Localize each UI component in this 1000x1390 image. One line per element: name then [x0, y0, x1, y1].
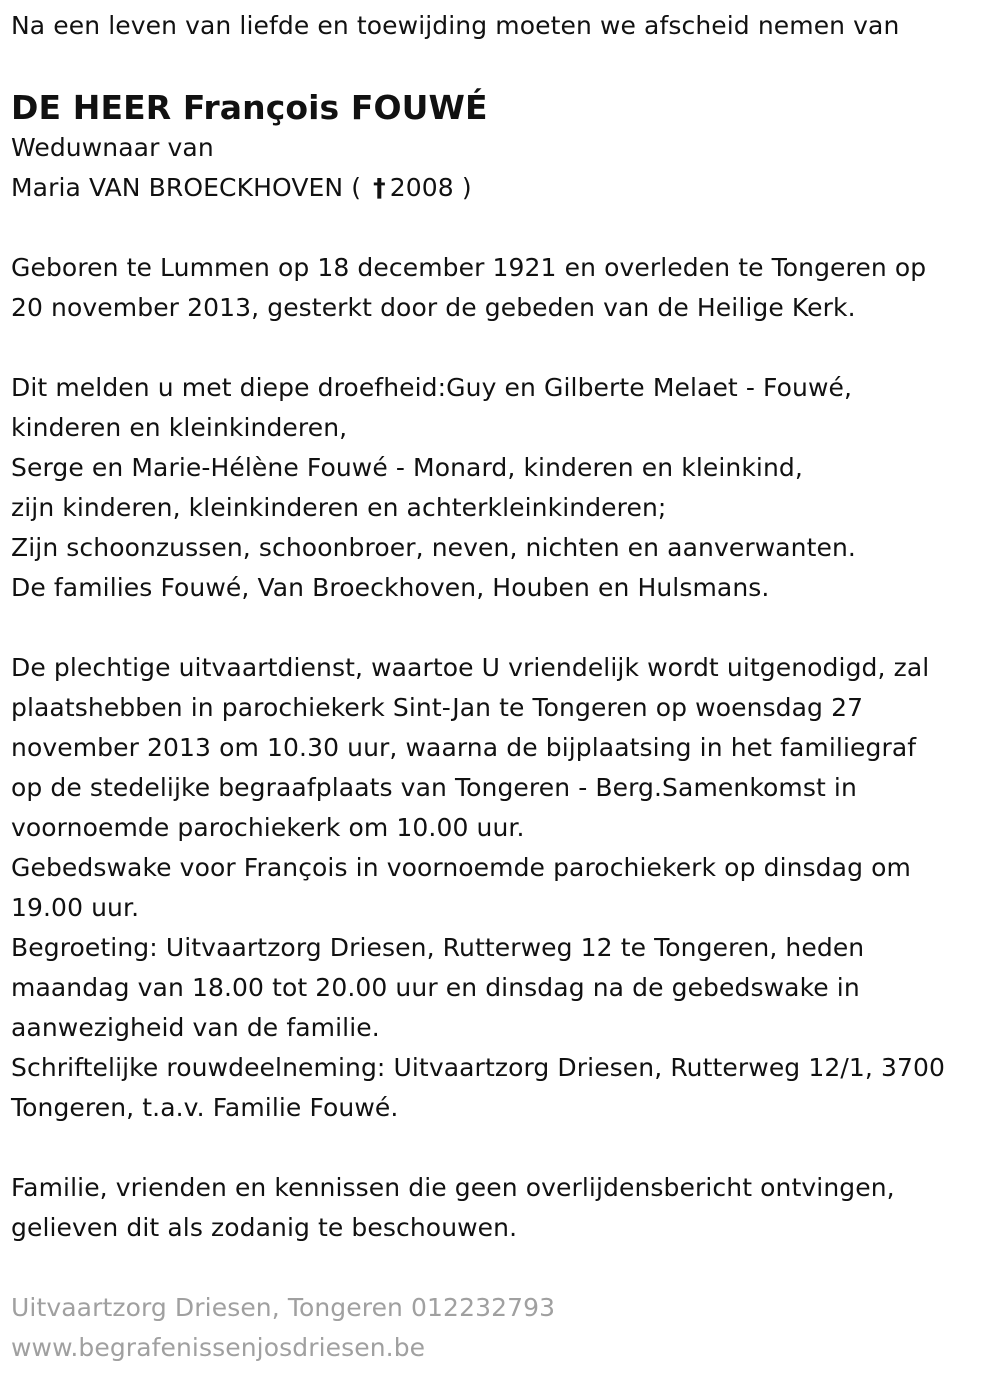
paragraph-line: november 2013 om 10.30 uur, waarna de bijplaatsing in het familiegraf: [11, 733, 917, 762]
paragraph-line: Geboren te Lummen op 18 december 1921 en overleden te Tongeren op: [11, 253, 927, 282]
footer: [11, 1288, 995, 1368]
deceased-name: DE HEER François FOUWÉ: [11, 88, 488, 127]
paragraph-line: Dit melden u met diepe droefheid:Guy en Gilberte Melaet - Fouwé,: [11, 373, 853, 402]
spouse-death-year: 2008 ): [389, 173, 472, 202]
paragraph-line: maandag van 18.00 tot 20.00 uur en dinsdag na de gebedswake in: [11, 973, 860, 1002]
paragraph-line: Familie, vrienden en kennissen die geen overlijdensbericht ontvingen,: [11, 1173, 895, 1202]
paragraph-line: op de stedelijke begraafplaats van Tongeren - Berg.Samenkomst in: [11, 773, 857, 802]
paragraph-line: Schriftelijke rouwdeelneming: Uitvaartzorg Driesen, Rutterweg 12/1, 3700: [11, 1053, 945, 1082]
paragraph-line: aanwezigheid van de familie.: [11, 1013, 380, 1042]
widower-label: Weduwnaar van: [11, 133, 214, 162]
paragraph-line: Serge en Marie-Hélène Fouwé - Monard, kinderen en kleinkind,: [11, 453, 803, 482]
birth-death-paragraph: [11, 248, 995, 328]
paragraph-line: Gebedswake voor François in voornoemde parochiekerk op dinsdag om: [11, 853, 911, 882]
spacer: [11, 608, 995, 648]
paragraph-line: plaatshebben in parochiekerk Sint-Jan te Tongeren op woensdag 27: [11, 693, 864, 722]
funeral-home-contact: Uitvaartzorg Driesen, Tongeren 012232793: [11, 1293, 556, 1322]
cross-icon: †: [373, 173, 386, 202]
paragraph-line: De plechtige uitvaartdienst, waartoe U vriendelijk wordt uitgenodigd, zal: [11, 653, 930, 682]
spouse-line: [11, 168, 995, 208]
intro-text: Na een leven van liefde en toewijding moeten we afscheid nemen van: [11, 11, 900, 40]
paragraph-line: kinderen en kleinkinderen,: [11, 413, 348, 442]
spacer: [11, 208, 995, 248]
paragraph-line: gelieven dit als zodanig te beschouwen.: [11, 1213, 518, 1242]
paragraph-line: 20 november 2013, gesterkt door de gebeden van de Heilige Kerk.: [11, 293, 856, 322]
spacer: [11, 1248, 995, 1288]
paragraph-line: De families Fouwé, Van Broeckhoven, Houben en Hulsmans.: [11, 573, 770, 602]
paragraph-line: Begroeting: Uitvaartzorg Driesen, Rutterweg 12 te Tongeren, heden: [11, 933, 865, 962]
spacer: [11, 1128, 995, 1168]
paragraph-line: 19.00 uur.: [11, 893, 140, 922]
spacer: [11, 328, 995, 368]
paragraph-line: Zijn schoonzussen, schoonbroer, neven, nichten en aanverwanten.: [11, 533, 856, 562]
obituary-notice: [11, 6, 995, 1368]
website-link[interactable]: www.begrafenissenjosdriesen.be: [11, 1333, 426, 1362]
paragraph-line: zijn kinderen, kleinkinderen en achterkleinkinderen;: [11, 493, 667, 522]
paragraph-line: Tongeren, t.a.v. Familie Fouwé.: [11, 1093, 399, 1122]
ceremony-paragraph: [11, 648, 995, 1128]
spouse-name: Maria VAN BROECKHOVEN (: [11, 173, 362, 202]
paragraph-line: voornoemde parochiekerk om 10.00 uur.: [11, 813, 525, 842]
family-paragraph: [11, 368, 995, 608]
closing-paragraph: [11, 1168, 995, 1248]
spacer: [11, 46, 995, 86]
